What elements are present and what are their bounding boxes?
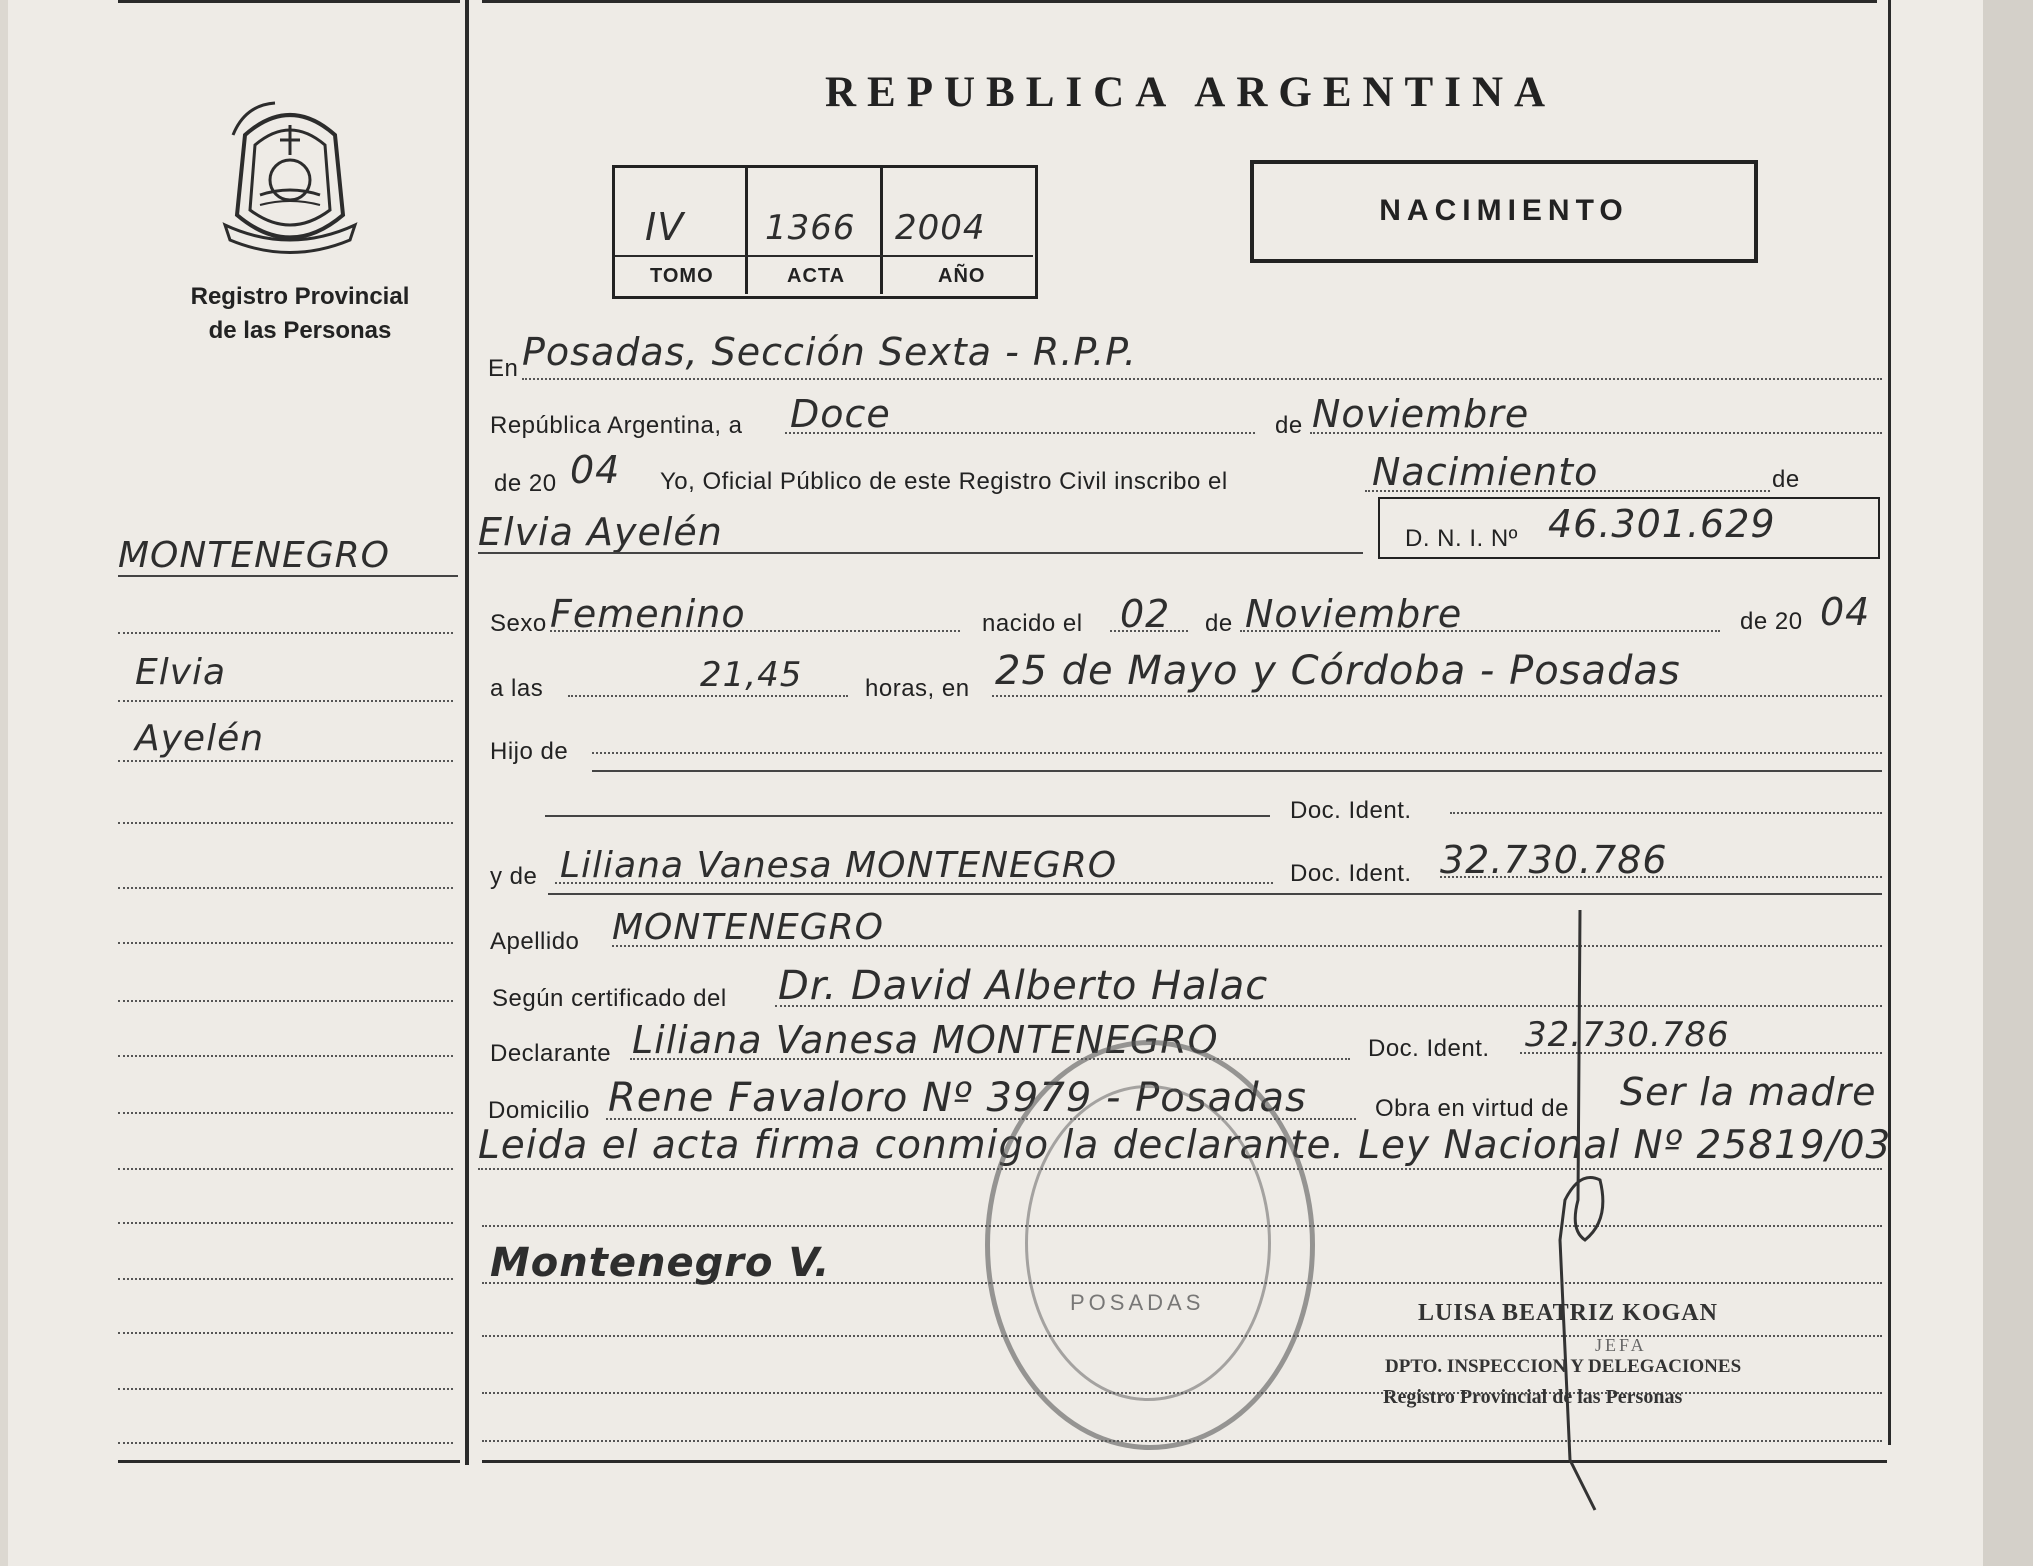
- l12-doc: 32.730.786: [1525, 1015, 1730, 1055]
- l2-dotline-b: [1310, 432, 1882, 434]
- record-box-divider-1: [745, 168, 748, 294]
- margin-line-8: [118, 1000, 453, 1002]
- margin-line-13: [118, 1278, 453, 1280]
- l3-year: 04: [570, 448, 621, 492]
- l3-label-b: de: [1772, 466, 1800, 493]
- l6-place: 25 de Mayo y Córdoba - Posadas: [995, 648, 1681, 694]
- dni-value: 46.301.629: [1548, 502, 1776, 546]
- official-role: JEFA: [1595, 1335, 1647, 1355]
- ano-value: 2004: [895, 208, 986, 248]
- l9-dotline: [555, 882, 1273, 884]
- l6-time-line: [568, 695, 848, 697]
- l8-line: [545, 815, 1270, 817]
- l3-label: de 20: [494, 470, 557, 497]
- bottom-rule-left: [118, 1460, 460, 1463]
- margin-line-2: [118, 632, 453, 634]
- margin-line-9: [118, 1055, 453, 1057]
- margin-line-1: [118, 575, 458, 577]
- l10-value: MONTENEGRO: [612, 907, 884, 948]
- l12-label-b: Doc. Ident.: [1368, 1035, 1490, 1062]
- l9-doc-line: [1440, 876, 1882, 878]
- l9-label-b: Doc. Ident.: [1290, 860, 1412, 887]
- l1-value: Posadas, Sección Sexta - R.P.P.: [522, 330, 1137, 374]
- l1-dotline: [522, 378, 1882, 380]
- l11-dotline: [775, 1005, 1882, 1007]
- l5-day-line: [1110, 630, 1188, 632]
- registry-line-2: de las Personas: [208, 317, 392, 344]
- l11-label: Según certificado del: [492, 985, 727, 1012]
- registry-line-1: Registro Provincial: [190, 283, 410, 310]
- margin-given-name-2: Ayelén: [135, 718, 265, 759]
- l7-label: Hijo de: [490, 738, 569, 765]
- l2-label: República Argentina, a: [490, 412, 743, 439]
- margin-line-14: [118, 1332, 453, 1334]
- record-box-rule: [615, 255, 1033, 257]
- l4-value: Elvia Ayelén: [478, 510, 723, 554]
- l12-value: Liliana Vanesa MONTENEGRO: [632, 1018, 1219, 1062]
- margin-divider: [465, 0, 469, 1465]
- l6-place-line: [992, 695, 1882, 697]
- l13-label-b: Obra en virtud de: [1375, 1095, 1569, 1122]
- margin-line-10: [118, 1112, 453, 1114]
- declarant-signature: Montenegro V.: [490, 1240, 831, 1286]
- l5-month-line: [1240, 630, 1720, 632]
- l6-label-b: horas, en: [865, 675, 970, 702]
- acta-label: ACTA: [787, 265, 846, 287]
- l3-value: Nacimiento: [1372, 450, 1599, 494]
- margin-surname: MONTENEGRO: [118, 535, 390, 576]
- misiones-emblem-icon: [215, 95, 365, 255]
- record-box-divider-2: [880, 168, 883, 294]
- official-name: LUISA BEATRIZ KOGAN: [1418, 1300, 1718, 1326]
- official-registry: Registro Provincial de las Personas: [1383, 1386, 1683, 1408]
- l9-value: Liliana Vanesa MONTENEGRO: [560, 845, 1118, 886]
- tomo-label: TOMO: [650, 265, 714, 287]
- margin-given-name-1: Elvia: [135, 652, 227, 693]
- document-type-box: [1250, 160, 1758, 263]
- document-type-label: NACIMIENTO: [1379, 194, 1629, 227]
- margin-line-6: [118, 887, 453, 889]
- l13-value: Rene Favaloro Nº 3979 - Posadas: [608, 1075, 1307, 1121]
- l8-dotline: [1450, 812, 1882, 814]
- l6-label: a las: [490, 675, 544, 702]
- right-border: [1888, 0, 1891, 1445]
- l7-dotline: [592, 752, 1882, 754]
- l5-year: 04: [1820, 590, 1871, 634]
- l4-line: [478, 552, 1363, 554]
- margin-line-15: [118, 1388, 453, 1390]
- margin-line-7: [118, 942, 453, 944]
- l5-label: Sexo: [490, 610, 547, 637]
- l10-label: Apellido: [490, 928, 580, 955]
- margin-line-5: [118, 822, 453, 824]
- margin-line-4: [118, 760, 453, 762]
- l9-label: y de: [490, 863, 538, 890]
- l2-dotline: [785, 432, 1255, 434]
- ano-label: AÑO: [938, 265, 986, 287]
- l7-solid: [592, 770, 1882, 772]
- l5-dotline: [550, 630, 960, 632]
- page-title: REPUBLICA ARGENTINA: [825, 69, 1557, 116]
- margin-line-11: [118, 1168, 453, 1170]
- l3-dotline: [1365, 490, 1770, 492]
- l3-text: Yo, Oficial Público de este Registro Civil inscribo el: [660, 468, 1228, 495]
- stamp-city: POSADAS: [1070, 1290, 1205, 1315]
- l2-value-b: Noviembre: [1312, 392, 1530, 436]
- l12-label: Declarante: [490, 1040, 612, 1067]
- l1-label: En: [488, 355, 519, 382]
- l9-solid: [548, 893, 1882, 895]
- l5-day: 02: [1120, 592, 1171, 636]
- acta-value: 1366: [765, 208, 856, 248]
- top-rule-left: [118, 0, 460, 3]
- l5-label-b: nacido el: [982, 610, 1083, 637]
- l9-doc: 32.730.786: [1440, 838, 1668, 882]
- l10-dotline: [612, 945, 1882, 947]
- l6-time: 21,45: [700, 655, 803, 695]
- top-rule-right: [482, 0, 1877, 3]
- l13-label: Domicilio: [488, 1097, 590, 1124]
- tomo-value: IV: [645, 205, 685, 249]
- margin-line-12: [118, 1222, 453, 1224]
- official-signature-icon: [1540, 900, 1650, 1520]
- l5-label-c: de: [1205, 610, 1233, 637]
- registry-name: [150, 280, 450, 348]
- l2-value: Doce: [790, 392, 891, 436]
- l8-label: Doc. Ident.: [1290, 797, 1412, 824]
- margin-line-3: [118, 700, 453, 702]
- dni-label: D. N. I. Nº: [1405, 525, 1518, 552]
- l11-value: Dr. David Alberto Halac: [778, 963, 1269, 1009]
- l5-label-d: de 20: [1740, 608, 1803, 635]
- l5-month: Noviembre: [1245, 592, 1463, 636]
- l12-dotline: [630, 1058, 1350, 1060]
- l14-value: Leida el acta firma conmigo la declarante. Ley Nacional Nº 25819/03: [478, 1123, 1892, 1168]
- l2-label-b: de: [1275, 412, 1303, 439]
- l5-value: Femenino: [550, 592, 746, 636]
- margin-line-16: [118, 1442, 453, 1444]
- official-stamp-inner: [1025, 1085, 1271, 1401]
- l13-value-b: Ser la madre: [1620, 1070, 1877, 1114]
- official-dept: DPTO. INSPECCION Y DELEGACIONES: [1385, 1356, 1742, 1377]
- bottom-rule-right: [482, 1460, 1887, 1463]
